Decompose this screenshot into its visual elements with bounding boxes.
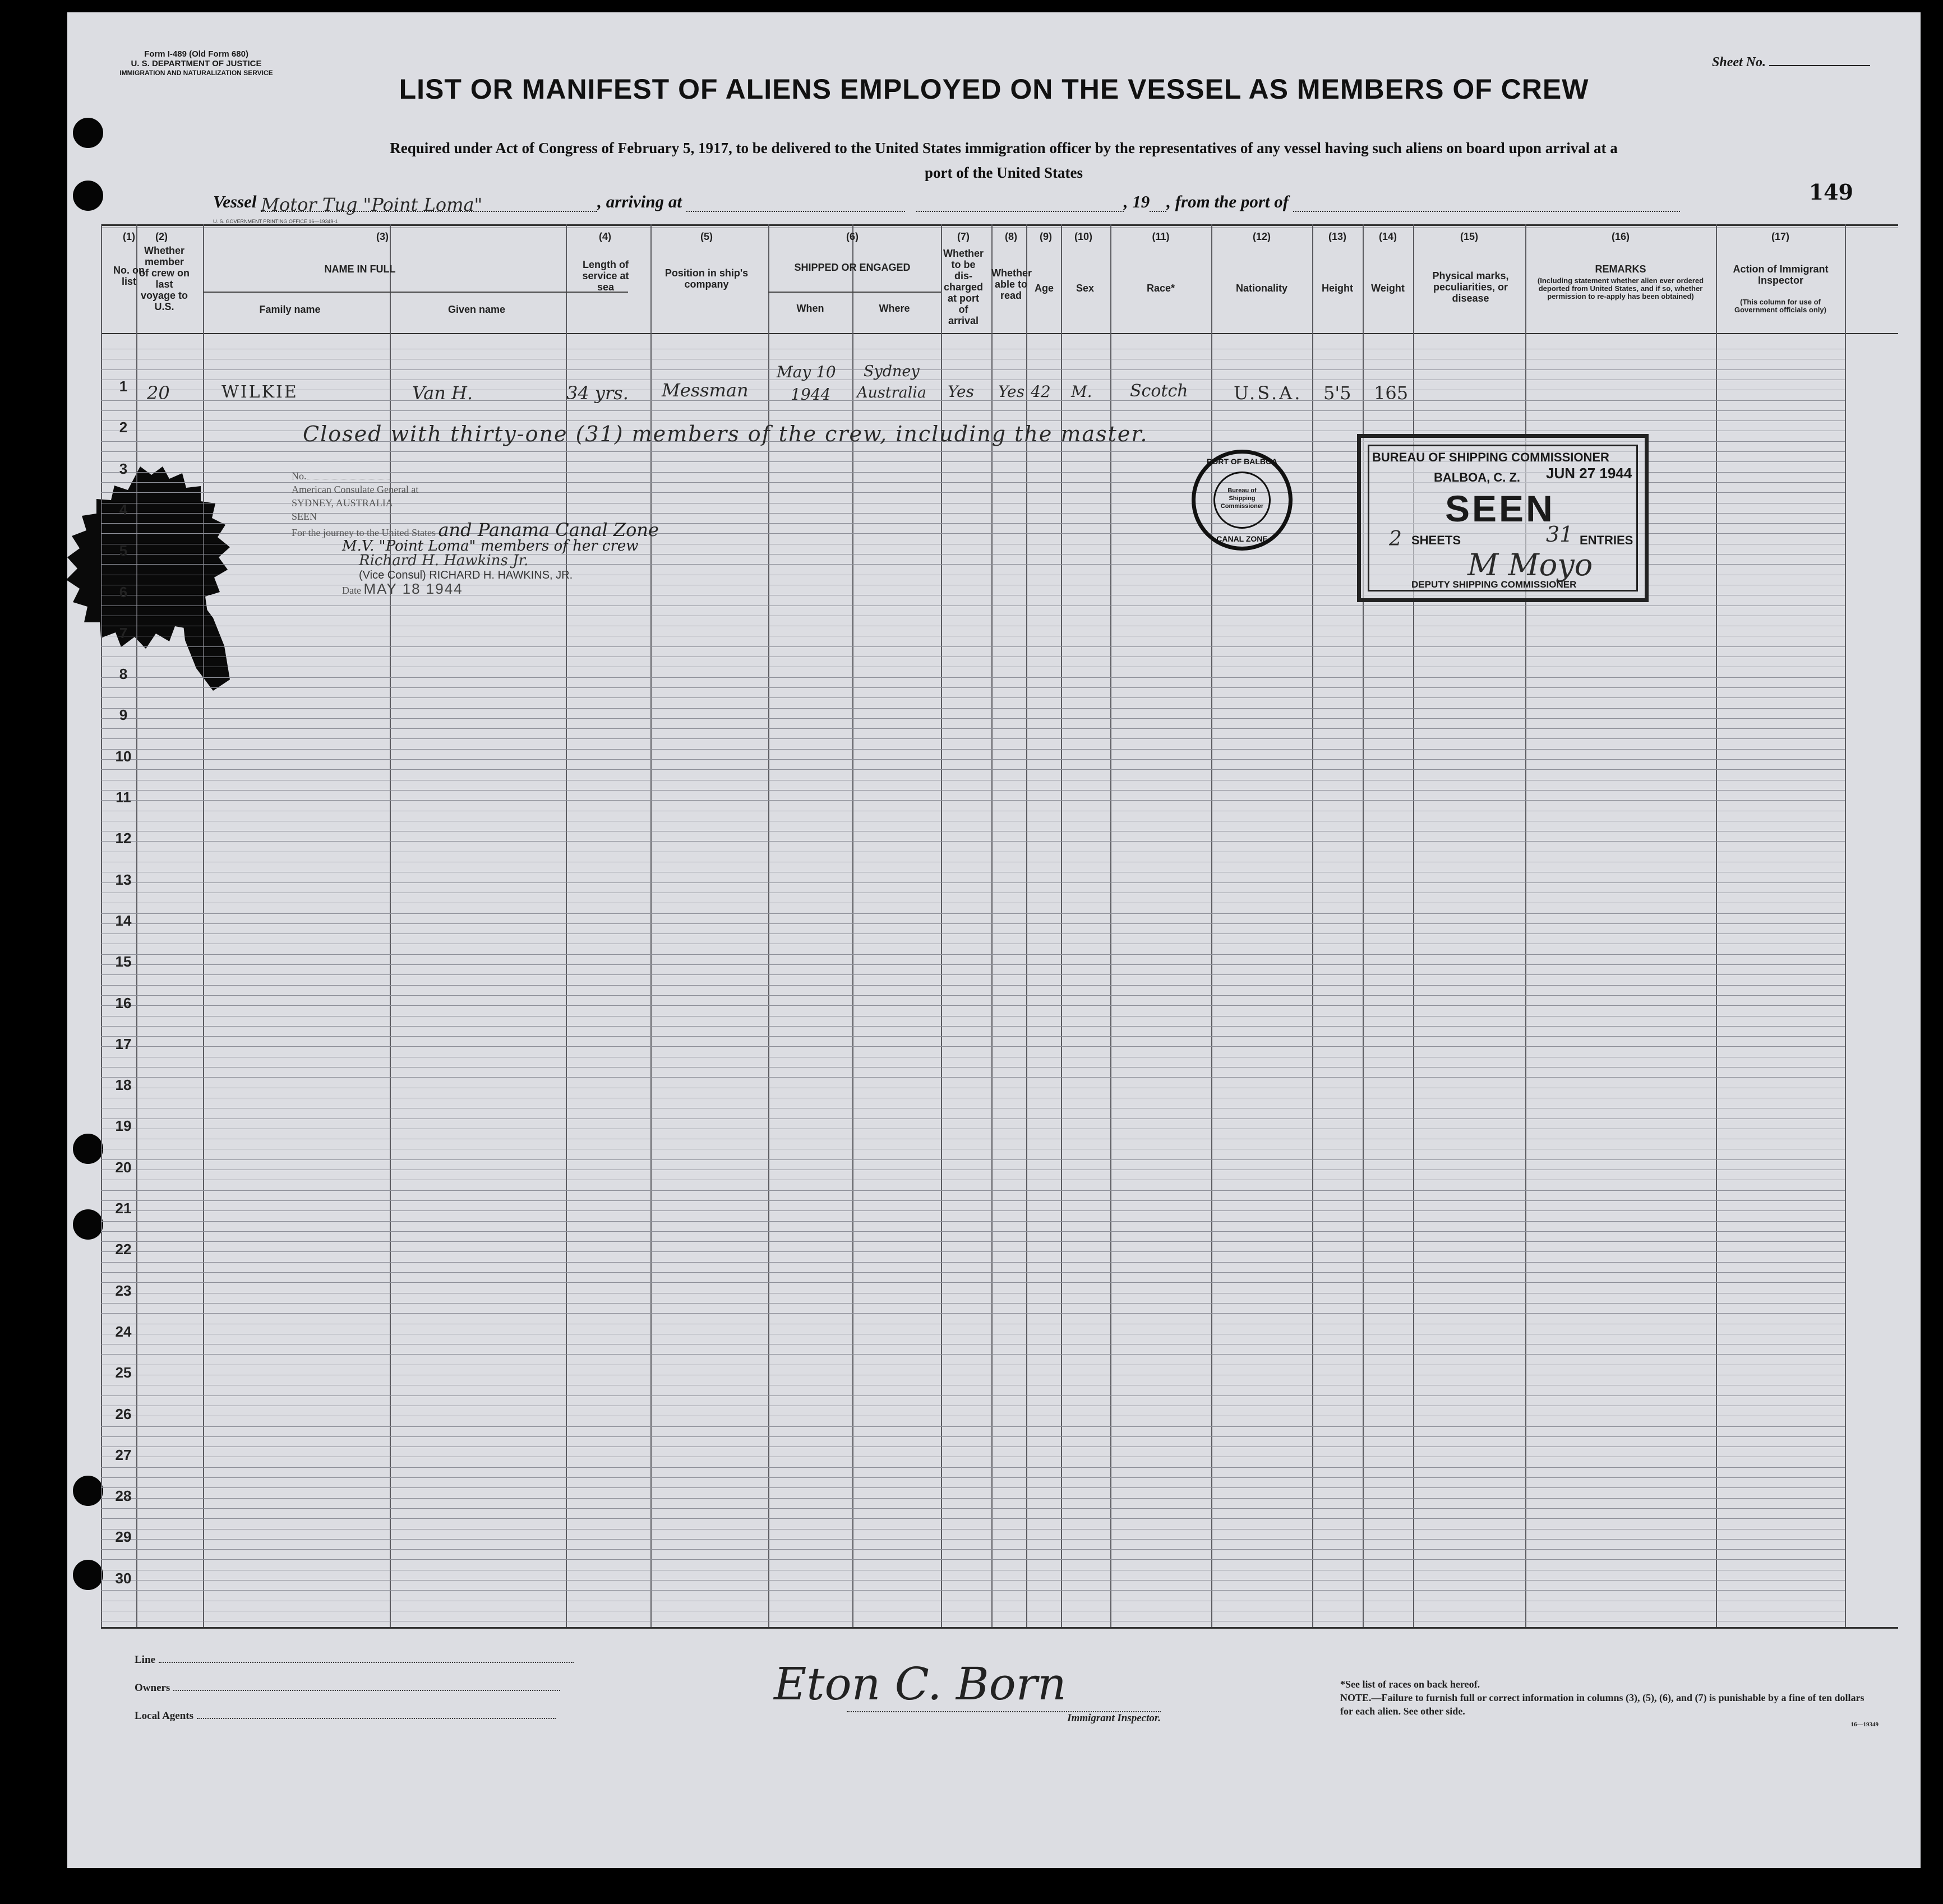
- page-title: LIST OR MANIFEST OF ALIENS EMPLOYED ON THE VESSEL AS MEMBERS OF CREW: [399, 73, 1589, 105]
- entry-given-name: Van H.: [412, 382, 473, 404]
- ruled-line: [101, 1251, 1845, 1252]
- col-where: Where: [879, 303, 910, 314]
- year-label: , 19: [1123, 192, 1150, 211]
- consulate-line: For the journey to the United States: [292, 527, 436, 538]
- consulate-date: MAY 18 1944: [363, 580, 463, 597]
- stamp-place: BALBOA, C. Z.: [1434, 470, 1520, 484]
- row-number: 21: [115, 1200, 132, 1217]
- ruled-line: [101, 933, 1845, 934]
- ruled-line: [101, 1303, 1845, 1304]
- service-name: IMMIGRATION AND NATURALIZATION SERVICE: [119, 69, 273, 77]
- shipping-commissioner-stamp: [1357, 434, 1649, 602]
- entry-position: Messman: [662, 380, 749, 401]
- column-number: (10): [1074, 231, 1092, 242]
- col-physical-marks: Physical marks, peculiarities, or disease: [1432, 270, 1509, 304]
- ruled-line: [101, 1395, 1845, 1396]
- entry-where-country: Australia: [857, 384, 926, 401]
- ruled-line: [101, 1272, 1845, 1273]
- header-rule: [203, 292, 628, 293]
- form-number: Form I-489 (Old Form 680): [144, 49, 248, 59]
- header-rule: [768, 292, 941, 293]
- vessel-label: Vessel: [213, 192, 257, 211]
- ruled-line: [101, 1508, 1845, 1509]
- row-number: 9: [119, 706, 128, 724]
- ruled-line: [101, 1190, 1845, 1191]
- stamp-date: JUN 27 1944: [1546, 465, 1632, 482]
- col-shipped-engaged: SHIPPED OR ENGAGED: [794, 262, 911, 273]
- footer-owners: [135, 1682, 560, 1694]
- entry-height: 5'5: [1323, 382, 1351, 404]
- ruled-line: [101, 1200, 1845, 1201]
- column-number: (3): [376, 231, 389, 242]
- consul-signature: Richard H. Hawkins Jr.: [359, 552, 529, 569]
- stamp-sheets-label: SHEETS: [1411, 533, 1461, 547]
- ruled-line: [101, 749, 1845, 750]
- col-discharged: Whether to be dis-charged at port of arrival: [943, 248, 984, 326]
- row-number: 16: [115, 994, 132, 1011]
- ruled-line: [101, 995, 1845, 996]
- consulate-date-label: Date: [342, 585, 361, 596]
- column-number: (11): [1152, 231, 1170, 242]
- ruled-line: [101, 718, 1845, 719]
- column-rule: [1716, 224, 1717, 1627]
- column-number: (1): [123, 231, 135, 242]
- row-number: 24: [115, 1323, 132, 1340]
- subtitle-line: port of the United States: [925, 164, 1083, 181]
- ruled-line: [101, 1559, 1845, 1560]
- row-number: 20: [115, 1158, 132, 1176]
- col-last-voyage: Whether member of crew on last voyage to U.S.: [139, 245, 190, 312]
- ruled-line: [101, 1046, 1845, 1047]
- owners-label: Owners: [135, 1682, 170, 1694]
- ruled-line: [101, 769, 1845, 770]
- column-number: (5): [700, 231, 713, 242]
- ruled-line: [101, 923, 1845, 924]
- ruled-line: [101, 738, 1845, 739]
- stamp-sheets-count: 2: [1389, 528, 1402, 551]
- arriving-label: , arriving at: [597, 192, 682, 211]
- row-number: 1: [119, 378, 128, 395]
- ruled-line: [101, 954, 1845, 955]
- page-number: 149: [1808, 179, 1853, 205]
- row-number: 8: [119, 666, 128, 683]
- entry-weight: 165: [1374, 382, 1409, 404]
- sheet-number-field: [1712, 55, 1870, 70]
- stamp-bureau: BUREAU OF SHIPPING COMMISSIONER: [1372, 450, 1609, 464]
- ruled-line: [101, 1549, 1845, 1550]
- ruled-line: [101, 697, 1845, 698]
- entry-discharged: Yes: [948, 382, 974, 401]
- ruled-line: [101, 1221, 1845, 1222]
- ruled-line: [101, 1282, 1845, 1283]
- ruled-line: [101, 420, 1845, 421]
- footnote: [1340, 1677, 1879, 1731]
- ruled-line: [101, 1241, 1845, 1242]
- entry-read: Yes: [998, 382, 1024, 401]
- row-number: 30: [115, 1569, 132, 1587]
- ruled-line: [101, 1005, 1845, 1006]
- stamp-entries-label: ENTRIES: [1580, 533, 1633, 547]
- ruled-line: [101, 964, 1845, 965]
- ruled-line: [101, 882, 1845, 883]
- port-of-balboa-seal: [1192, 450, 1293, 551]
- ruled-line: [101, 985, 1845, 986]
- ruled-line: [101, 410, 1845, 411]
- ruled-line: [101, 1262, 1845, 1263]
- entry-when-year: 1944: [791, 385, 831, 404]
- line-label: Line: [135, 1654, 155, 1666]
- form-code: 16—19349: [1850, 1721, 1879, 1728]
- column-number: (14): [1378, 231, 1397, 242]
- ruled-line: [101, 841, 1845, 842]
- ruled-line: [101, 1436, 1845, 1437]
- row-number: 13: [115, 871, 132, 888]
- vice-consul-name: (Vice Consul) RICHARD H. HAWKINS, JR.: [359, 569, 573, 581]
- consulate-no-label: No.: [292, 470, 307, 482]
- row-number: 25: [115, 1364, 132, 1381]
- printing-office: U. S. GOVERNMENT PRINTING OFFICE 16—19349-1: [213, 219, 338, 224]
- row-number: 23: [115, 1282, 132, 1299]
- row-number: 15: [115, 953, 132, 971]
- column-number: (12): [1252, 231, 1271, 242]
- ruled-line: [101, 369, 1845, 370]
- punch-hole: [73, 1209, 103, 1240]
- consulate-line: SEEN: [292, 511, 317, 522]
- col-weight: Weight: [1371, 283, 1405, 294]
- row-number: 4: [119, 501, 128, 518]
- col-length-of-service: Length of service at sea: [582, 259, 629, 293]
- ruled-line: [101, 1518, 1845, 1519]
- ruled-line: [101, 687, 1845, 688]
- entry-race: Scotch: [1130, 381, 1188, 401]
- col-when: When: [796, 303, 824, 314]
- row-number: 11: [116, 789, 131, 806]
- consulate-line: SYDNEY, AUSTRALIA: [292, 497, 393, 509]
- col-race: Race*: [1146, 283, 1175, 294]
- subtitle-line: Required under Act of Congress of February 5, 1917, to be delivered to the United States immigration officer by the representatives of any vessel having such aliens on board upon arrival at a: [390, 140, 1618, 156]
- consulate-handwritten: and Panama Canal Zone: [438, 519, 659, 540]
- inspector-signature: Eton C. Born: [774, 1658, 1067, 1710]
- entry-where-city: Sydney: [864, 363, 920, 380]
- footer-line: [135, 1654, 574, 1666]
- ruled-line: [101, 1313, 1845, 1314]
- ruled-line: [101, 708, 1845, 709]
- column-number: (6): [846, 231, 859, 242]
- ruled-line: [101, 1487, 1845, 1488]
- row-number: 2: [119, 419, 128, 436]
- col-action-inspector: Action of Immigrant Inspector: [1733, 264, 1829, 286]
- entry-nationality: U.S.A.: [1234, 382, 1303, 404]
- ruled-line: [101, 677, 1845, 678]
- race-note: *See list of races on back hereof.: [1340, 1679, 1480, 1690]
- row-number: 3: [119, 460, 128, 477]
- column-rule: [1312, 224, 1313, 1627]
- col-position: Position in ship's company: [664, 267, 749, 290]
- inspector-label-text: Immigrant Inspector.: [1067, 1712, 1161, 1724]
- column-number: (8): [1005, 231, 1017, 242]
- ruled-line: [101, 800, 1845, 801]
- ruled-line: [101, 1159, 1845, 1160]
- row-number: 27: [115, 1446, 132, 1463]
- entry-when-date: May 10: [777, 363, 836, 381]
- page-subtitle: [146, 136, 1862, 185]
- column-rule: [203, 224, 204, 1627]
- column-number: (13): [1328, 231, 1346, 242]
- entry-service: 34 yrs.: [566, 382, 629, 404]
- ruled-line: [101, 646, 1845, 647]
- row-number: 28: [115, 1487, 132, 1505]
- row-number: 10: [115, 747, 132, 765]
- col-remarks-note: (Including statement whether alien ever ordered deported from United States, and if so, whether permission to re-apply has been obtained): [1537, 276, 1704, 301]
- entry-family-name: WILKIE: [221, 382, 298, 402]
- col-remarks: REMARKS: [1595, 264, 1646, 275]
- row-number: 29: [115, 1528, 132, 1546]
- row-number: 26: [115, 1405, 132, 1422]
- sheet-number-label: Sheet No.: [1712, 55, 1766, 70]
- footer-agents: [135, 1710, 556, 1722]
- ruled-line: [101, 1426, 1845, 1427]
- col-no-on-list: No. on list: [113, 265, 145, 287]
- column-number: (16): [1611, 231, 1630, 242]
- column-number: (4): [599, 231, 611, 242]
- row-number: 12: [115, 830, 132, 847]
- ruled-line: [101, 790, 1845, 791]
- col-height: Height: [1322, 283, 1353, 294]
- ruled-line: [101, 1467, 1845, 1468]
- col-sex: Sex: [1076, 283, 1095, 294]
- ruled-line: [101, 1590, 1845, 1591]
- ruled-line: [101, 759, 1845, 760]
- row-number: 22: [115, 1241, 132, 1258]
- row-number: 7: [119, 624, 128, 641]
- consulate-line: American Consulate General at: [292, 484, 419, 495]
- manifest-sheet: [67, 12, 1921, 1868]
- column-rule: [1845, 224, 1846, 1627]
- col-age: Age: [1034, 283, 1054, 294]
- row-number: 6: [119, 583, 128, 600]
- column-number: (9): [1040, 231, 1052, 242]
- ruled-line: [101, 1231, 1845, 1232]
- stamp-seen: SEEN: [1445, 488, 1555, 529]
- row-number: 18: [115, 1076, 132, 1094]
- col-name-in-full: NAME IN FULL: [324, 264, 396, 275]
- punch-hole: [73, 1134, 103, 1164]
- column-rule: [1211, 224, 1212, 1627]
- consulate-stamp: [292, 469, 659, 597]
- punch-hole: [73, 1476, 103, 1506]
- entry-last-voyage: 20: [147, 382, 170, 404]
- vessel-name: Motor Tug "Point Loma": [261, 194, 597, 212]
- col-action-note: (This column for use of Government officials only): [1734, 298, 1826, 314]
- vessel-row: [213, 192, 1680, 215]
- ruled-line: [101, 1354, 1845, 1355]
- seal-bottom-text: CANAL ZONE: [1216, 534, 1268, 543]
- seal-outer-text: PORT OF BALBOA: [1207, 457, 1277, 466]
- stamp-signature: M Moyo: [1467, 547, 1593, 583]
- department-name: U. S. DEPARTMENT OF JUSTICE: [131, 59, 262, 68]
- column-number: (7): [957, 231, 970, 242]
- col-family-name: Family name: [259, 304, 321, 315]
- from-port-label: , from the port of: [1166, 192, 1289, 211]
- ruled-line: [101, 1477, 1845, 1478]
- ruled-line: [101, 1077, 1845, 1078]
- ruled-line: [101, 1539, 1845, 1540]
- punch-hole: [73, 118, 103, 148]
- seal-inner-text: Bureau of Shipping Commissioner: [1213, 472, 1271, 529]
- consulate-handwritten: M.V. "Point Loma" members of her crew: [342, 538, 639, 554]
- ruled-line: [101, 1210, 1845, 1211]
- entry-sex: M.: [1071, 382, 1092, 401]
- ruled-line: [101, 913, 1845, 914]
- col-able-to-read: Whether able to read: [991, 267, 1032, 301]
- ruled-line: [101, 1498, 1845, 1499]
- ruled-line: [101, 728, 1845, 729]
- col-given-name: Given name: [447, 304, 506, 315]
- closing-note: Closed with thirty-one (31) members of the crew, including the master.: [303, 422, 1148, 446]
- stamp-footer: DEPUTY SHIPPING COMMISSIONER: [1411, 579, 1577, 590]
- column-number: (2): [155, 231, 168, 242]
- ruled-line: [101, 1036, 1845, 1037]
- inspector-label: [847, 1711, 1161, 1725]
- fine-note: NOTE.—Failure to furnish full or correct information in columns (3), (5), (6), and (7) is punishable by a fine of ten dollars for each alien. See other side.: [1340, 1692, 1864, 1717]
- row-number: 19: [115, 1117, 132, 1135]
- col-nationality: Nationality: [1235, 283, 1287, 294]
- row-number: 14: [115, 912, 132, 929]
- local-agents-label: Local Agents: [135, 1710, 194, 1722]
- stamp-entries-count: 31: [1546, 522, 1573, 547]
- ruled-line: [101, 974, 1845, 975]
- ruled-line: [101, 1026, 1845, 1027]
- punch-hole: [73, 1560, 103, 1590]
- row-number: 17: [115, 1035, 132, 1052]
- column-number: (15): [1460, 231, 1478, 242]
- punch-hole: [73, 181, 103, 211]
- column-number: (17): [1771, 231, 1789, 242]
- row-number: 5: [119, 542, 128, 560]
- entry-age: 42: [1031, 382, 1051, 401]
